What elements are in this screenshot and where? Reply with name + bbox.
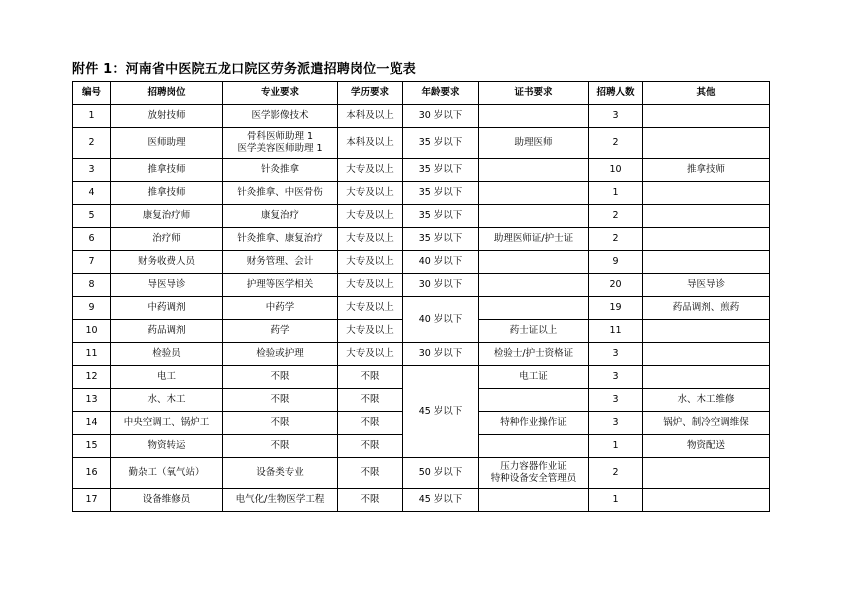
- recruitment-table: [72, 81, 770, 512]
- cell-other: 导医导诊: [643, 274, 770, 297]
- cell-line: 压力容器作业证: [500, 461, 567, 472]
- cell-education: 大专及以上: [338, 182, 403, 205]
- cell-position: 推拿技师: [111, 159, 223, 182]
- cell-no: 7: [73, 251, 111, 274]
- cell-age: 40 岁以下: [403, 251, 479, 274]
- cell-no: 6: [73, 228, 111, 251]
- cell-position: 中药调剂: [111, 297, 223, 320]
- cell-line: 医学美容医师助理 1: [237, 143, 323, 154]
- cell-no: 14: [73, 412, 111, 435]
- cell-line: 特种设备安全管理员: [490, 473, 577, 484]
- header-certificate: 证书要求: [479, 82, 589, 105]
- cell-major: 针灸推拿: [223, 159, 338, 182]
- cell-count: 9: [589, 251, 643, 274]
- header-position: 招聘岗位: [111, 82, 223, 105]
- table-row: [73, 105, 770, 128]
- header-other: 其他: [643, 82, 770, 105]
- cell-other: 物资配送: [643, 435, 770, 458]
- cell-other: [643, 458, 770, 489]
- cell-count: 3: [589, 343, 643, 366]
- table-row: [73, 274, 770, 297]
- cell-count: 3: [589, 389, 643, 412]
- cell-major: 中药学: [223, 297, 338, 320]
- cell-other: [643, 343, 770, 366]
- cell-age: 30 岁以下: [403, 343, 479, 366]
- header-count: 招聘人数: [589, 82, 643, 105]
- cell-certificate: 药士证以上: [479, 320, 589, 343]
- cell-certificate: [479, 458, 589, 489]
- header-age: 年龄要求: [403, 82, 479, 105]
- cell-education: 本科及以上: [338, 105, 403, 128]
- cell-major: 针灸推拿、康复治疗: [223, 228, 338, 251]
- cell-certificate: [479, 489, 589, 512]
- cell-major: 康复治疗: [223, 205, 338, 228]
- cell-major: [223, 128, 338, 159]
- cell-major: 针灸推拿、中医骨伤: [223, 182, 338, 205]
- cell-position: 水、木工: [111, 389, 223, 412]
- cell-certificate: [479, 159, 589, 182]
- page-title: 附件 1：河南省中医院五龙口院区劳务派遣招聘岗位一览表: [72, 62, 416, 77]
- cell-position: 财务收费人员: [111, 251, 223, 274]
- cell-major: 药学: [223, 320, 338, 343]
- cell-other: [643, 105, 770, 128]
- cell-certificate: 助理医师证/护士证: [479, 228, 589, 251]
- cell-count: 1: [589, 435, 643, 458]
- cell-count: 19: [589, 297, 643, 320]
- header-education: 学历要求: [338, 82, 403, 105]
- table-row: [73, 297, 770, 320]
- cell-major: 不限: [223, 389, 338, 412]
- table-row: [73, 159, 770, 182]
- cell-no: 1: [73, 105, 111, 128]
- cell-education: 大专及以上: [338, 297, 403, 320]
- cell-other: 水、木工维修: [643, 389, 770, 412]
- table-row: [73, 228, 770, 251]
- cell-major: 设备类专业: [223, 458, 338, 489]
- table-body: [73, 105, 770, 512]
- cell-education: 不限: [338, 458, 403, 489]
- cell-position: 中央空调工、锅炉工: [111, 412, 223, 435]
- table-row: [73, 251, 770, 274]
- cell-certificate: [479, 297, 589, 320]
- cell-position: 导医导诊: [111, 274, 223, 297]
- cell-education: 大专及以上: [338, 205, 403, 228]
- cell-major: 不限: [223, 366, 338, 389]
- cell-no: 2: [73, 128, 111, 159]
- cell-no: 9: [73, 297, 111, 320]
- cell-certificate: [479, 251, 589, 274]
- cell-age: 30 岁以下: [403, 105, 479, 128]
- cell-position: 推拿技师: [111, 182, 223, 205]
- cell-count: 2: [589, 128, 643, 159]
- cell-age: 30 岁以下: [403, 274, 479, 297]
- cell-position: 治疗师: [111, 228, 223, 251]
- cell-education: 不限: [338, 435, 403, 458]
- cell-position: 电工: [111, 366, 223, 389]
- cell-count: 1: [589, 182, 643, 205]
- cell-other: [643, 182, 770, 205]
- cell-other: 锅炉、制冷空调维保: [643, 412, 770, 435]
- cell-no: 4: [73, 182, 111, 205]
- cell-certificate: [479, 105, 589, 128]
- cell-no: 17: [73, 489, 111, 512]
- cell-position: 放射技师: [111, 105, 223, 128]
- cell-count: 2: [589, 205, 643, 228]
- cell-count: 10: [589, 159, 643, 182]
- cell-no: 16: [73, 458, 111, 489]
- cell-other: [643, 489, 770, 512]
- table-row: [73, 128, 770, 159]
- cell-certificate: [479, 205, 589, 228]
- header-row: [73, 82, 770, 105]
- cell-other: [643, 205, 770, 228]
- cell-certificate: 助理医师: [479, 128, 589, 159]
- table-row: [73, 489, 770, 512]
- header-no: 编号: [73, 82, 111, 105]
- table-row: [73, 182, 770, 205]
- cell-no: 8: [73, 274, 111, 297]
- cell-education: 本科及以上: [338, 128, 403, 159]
- cell-certificate: 检验士/护士资格证: [479, 343, 589, 366]
- cell-no: 3: [73, 159, 111, 182]
- cell-certificate: [479, 182, 589, 205]
- cell-major: 不限: [223, 435, 338, 458]
- cell-age: 45 岁以下: [403, 366, 479, 458]
- cell-position: 物资转运: [111, 435, 223, 458]
- cell-education: 大专及以上: [338, 274, 403, 297]
- cell-age: 45 岁以下: [403, 489, 479, 512]
- cell-age: 50 岁以下: [403, 458, 479, 489]
- cell-education: 大专及以上: [338, 159, 403, 182]
- cell-other: [643, 251, 770, 274]
- cell-count: 3: [589, 366, 643, 389]
- cell-major: 检验或护理: [223, 343, 338, 366]
- cell-no: 13: [73, 389, 111, 412]
- cell-other: [643, 320, 770, 343]
- cell-no: 15: [73, 435, 111, 458]
- cell-no: 5: [73, 205, 111, 228]
- cell-line: 骨科医师助理 1: [246, 131, 314, 142]
- cell-other: [643, 228, 770, 251]
- cell-education: 大专及以上: [338, 251, 403, 274]
- cell-major: 财务管理、会计: [223, 251, 338, 274]
- cell-position: 检验员: [111, 343, 223, 366]
- cell-certificate: 特种作业操作证: [479, 412, 589, 435]
- cell-major: 不限: [223, 412, 338, 435]
- cell-age: 35 岁以下: [403, 182, 479, 205]
- cell-age: 40 岁以下: [403, 297, 479, 343]
- cell-education: 不限: [338, 366, 403, 389]
- cell-major: 医学影像技术: [223, 105, 338, 128]
- cell-age: 35 岁以下: [403, 128, 479, 159]
- cell-certificate: [479, 274, 589, 297]
- cell-count: 2: [589, 228, 643, 251]
- table-row: [73, 205, 770, 228]
- cell-no: 10: [73, 320, 111, 343]
- cell-no: 12: [73, 366, 111, 389]
- table-row: [73, 366, 770, 389]
- cell-count: 20: [589, 274, 643, 297]
- cell-count: 1: [589, 489, 643, 512]
- cell-count: 11: [589, 320, 643, 343]
- table-row: [73, 343, 770, 366]
- cell-other: 推拿技师: [643, 159, 770, 182]
- cell-major: 护理等医学相关: [223, 274, 338, 297]
- cell-education: 大专及以上: [338, 320, 403, 343]
- cell-education: 不限: [338, 389, 403, 412]
- cell-position: 药品调剂: [111, 320, 223, 343]
- cell-position: 医师助理: [111, 128, 223, 159]
- cell-certificate: 电工证: [479, 366, 589, 389]
- cell-certificate: [479, 389, 589, 412]
- cell-education: 不限: [338, 489, 403, 512]
- cell-count: 3: [589, 105, 643, 128]
- cell-age: 35 岁以下: [403, 159, 479, 182]
- cell-count: 3: [589, 412, 643, 435]
- cell-age: 35 岁以下: [403, 205, 479, 228]
- cell-no: 11: [73, 343, 111, 366]
- cell-position: 设备维修员: [111, 489, 223, 512]
- cell-major: 电气化/生物医学工程: [223, 489, 338, 512]
- table-row: [73, 458, 770, 489]
- cell-education: 不限: [338, 412, 403, 435]
- cell-other: [643, 366, 770, 389]
- cell-count: 2: [589, 458, 643, 489]
- cell-position: 康复治疗师: [111, 205, 223, 228]
- cell-education: 大专及以上: [338, 343, 403, 366]
- cell-age: 35 岁以下: [403, 228, 479, 251]
- cell-other: 药品调剂、煎药: [643, 297, 770, 320]
- cell-position: 勤杂工（氧气站）: [111, 458, 223, 489]
- header-major: 专业要求: [223, 82, 338, 105]
- cell-other: [643, 128, 770, 159]
- cell-education: 大专及以上: [338, 228, 403, 251]
- cell-certificate: [479, 435, 589, 458]
